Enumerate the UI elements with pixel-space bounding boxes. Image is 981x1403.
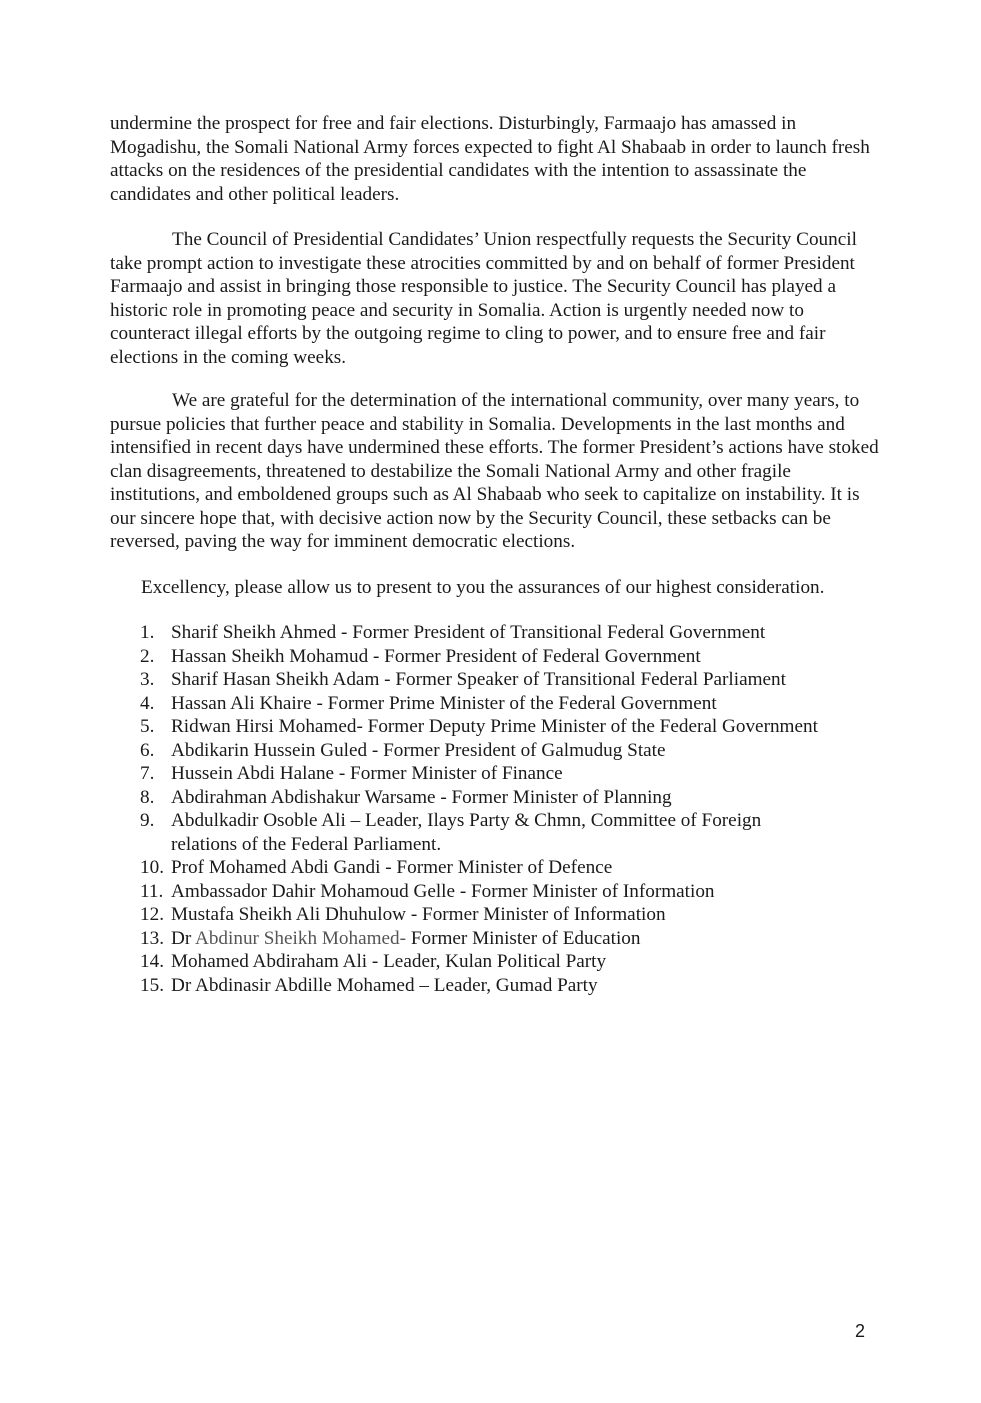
signatory-item xyxy=(0,974,871,998)
signatory-item xyxy=(0,645,871,669)
signatory-item xyxy=(0,762,871,786)
signatory-number: 4. xyxy=(140,692,155,714)
signatory-number: 13. xyxy=(140,927,164,949)
signatory-number: 12. xyxy=(140,904,164,925)
signatory-text: Abdulkadir Osoble Ali – Leader, Ilays Party & Chmn, Committee of Foreign xyxy=(171,810,762,831)
signatory-number: 2. xyxy=(140,645,155,667)
signatory-text: Prof Mohamed Abdi Gandi - Former Minister of Defence xyxy=(171,857,613,878)
signatory-item xyxy=(0,692,871,716)
signatory-number: 8. xyxy=(140,786,155,808)
closing-salutation: Excellency, please allow us to present to you the assurances of our highest consideration. xyxy=(141,577,825,598)
paragraph-2-text: The Council of Presidential Candidates’ Union respectfully requests the Security Council take prompt action to investigate these atrocities committed by and on behalf of former President Farmaajo and assist in bringing those responsible to justice. The Security Council has played a historic role in promoting peace and security in Somalia. Action is urgently needed now to counteract illegal efforts by the outgoing regime to cling to power, and to ensure free and fair elections in the coming weeks. xyxy=(110,229,857,368)
signatory-text: Sharif Sheikh Ahmed - Former President of Transitional Federal Government xyxy=(171,622,766,643)
signatory-number: 14. xyxy=(140,951,164,972)
paragraph-2 xyxy=(110,228,880,369)
signatory-text: Hassan Sheikh Mohamud - Former President of Federal Government xyxy=(171,645,701,667)
signatory-text: Ambassador Dahir Mohamoud Gelle - Former Minister of Information xyxy=(171,880,715,902)
paragraph-3 xyxy=(110,389,880,554)
signatory-title: Former Minister of Education xyxy=(406,927,641,949)
signatory-number: 1. xyxy=(140,622,155,643)
signatory-number: 6. xyxy=(140,739,155,761)
signatory-number: 7. xyxy=(140,763,155,784)
signatory-text: Abdikarin Hussein Guled - Former President of Galmudug State xyxy=(171,739,666,761)
signatory-item xyxy=(0,927,871,951)
signatory-item xyxy=(0,880,871,904)
signatory-text: Dr Abdinasir Abdille Mohamed – Leader, Gumad Party xyxy=(171,974,598,996)
signatory-item xyxy=(0,621,871,645)
signatory-number: 10. xyxy=(140,857,164,878)
signatory-text: Hussein Abdi Halane - Former Minister of Finance xyxy=(171,763,563,784)
signatory-item xyxy=(0,903,871,927)
signatory-item xyxy=(0,668,871,692)
signatory-number: 5. xyxy=(140,716,155,737)
signatory-number: 11. xyxy=(140,880,164,902)
signatory-item xyxy=(0,786,871,810)
signatory-item xyxy=(0,809,871,856)
signatory-name: Abdinur Sheikh Mohamed- xyxy=(194,927,407,949)
signatory-item xyxy=(0,856,871,880)
signatory-text: Ridwan Hirsi Mohamed- Former Deputy Prime Minister of the Federal Government xyxy=(171,716,818,737)
paragraph-1: undermine the prospect for free and fair elections. Disturbingly, Farmaajo has amassed in Mogadishu, the Somali National Army forces expected to fight Al Shabaab in order to launch fresh attacks on the residences of the presidential candidates with the intention to assassinate the candidates and other political leaders. xyxy=(110,113,870,205)
signatory-number: 3. xyxy=(140,669,155,690)
signatory-text: Mohamed Abdiraham Ali - Leader, Kulan Political Party xyxy=(171,951,607,972)
signatory-item xyxy=(0,950,871,974)
signatory-prefix: Dr xyxy=(171,927,195,949)
signatory-text: Hassan Ali Khaire - Former Prime Minister of the Federal Government xyxy=(171,692,717,714)
signatory-list xyxy=(0,621,871,997)
signatory-number: 15. xyxy=(140,974,164,996)
signatory-text: Abdirahman Abdishakur Warsame - Former Minister of Planning xyxy=(171,786,672,808)
signatory-item xyxy=(0,715,871,739)
signatory-number: 9. xyxy=(140,810,155,831)
signatory-text: Sharif Hasan Sheikh Adam - Former Speaker of Transitional Federal Parliament xyxy=(171,669,786,690)
signatory-text-continued: relations of the Federal Parliament. xyxy=(171,833,442,855)
paragraph-3-text: We are grateful for the determination of the international community, over many years, to pursue policies that further peace and stability in Somalia. Developments in the last months and intensified in recent days have undermined these efforts. The former President’s actions have stoked clan disagreements, threatened to destabilize the Somali National Army and other fragile institutions, and emboldened groups such as Al Shabaab who seek to capitalize on instability. It is our sincere hope that, with decisive action now by the Security Council, these setbacks can be reversed, paving the way for imminent democratic elections. xyxy=(110,390,879,552)
page-number: 2 xyxy=(855,1321,866,1341)
signatory-text: Mustafa Sheikh Ali Dhuhulow - Former Minister of Information xyxy=(171,904,666,925)
signatory-item xyxy=(0,739,871,763)
